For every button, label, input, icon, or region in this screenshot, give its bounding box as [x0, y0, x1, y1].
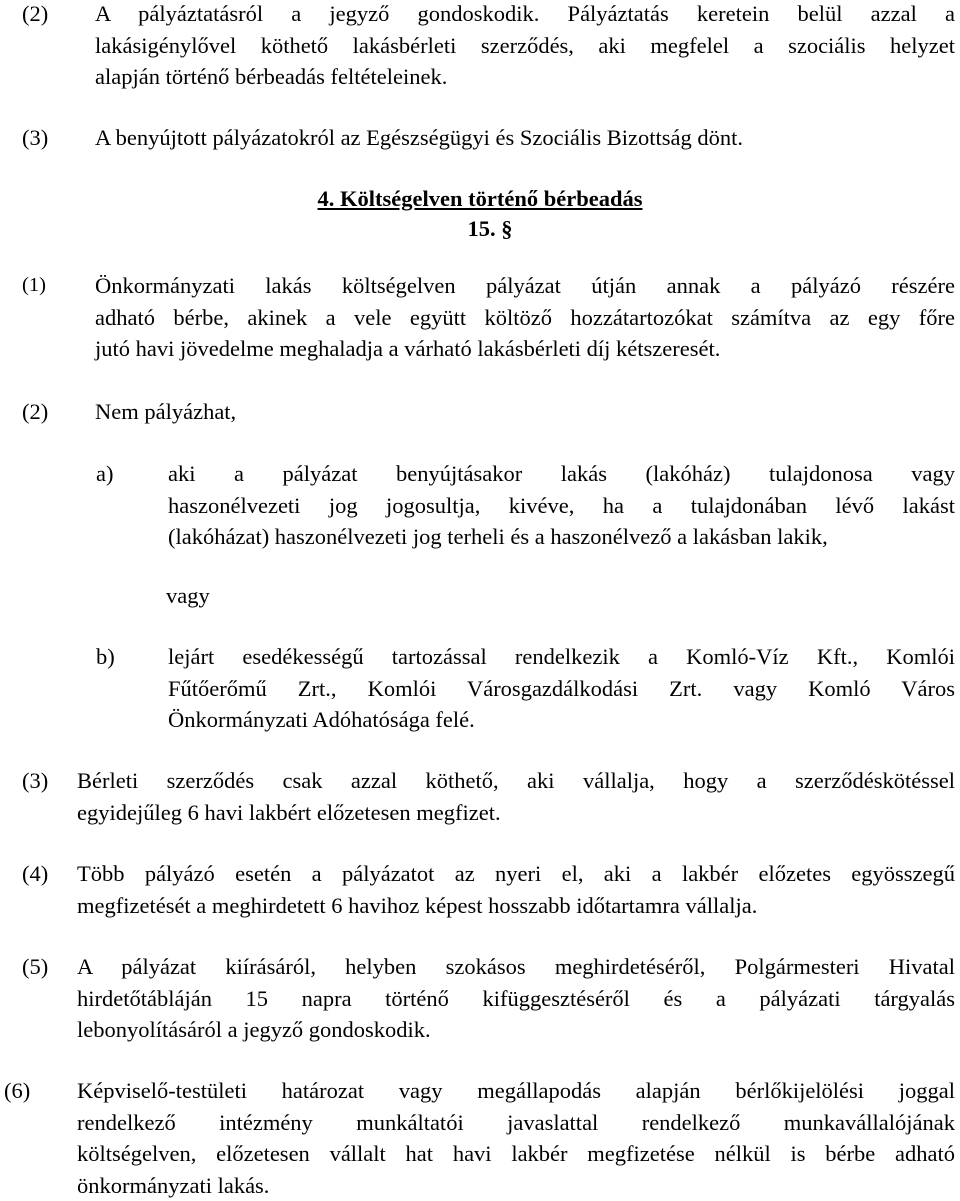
- text-line: hirdetőtábláján 15 napra történő kifüggesztéséről és a pályázati tárgyalás: [77, 983, 955, 1015]
- text-line: lakásigénylővel köthető lakásbérleti szerződés, aki megfelel a szociális helyzet: [95, 30, 955, 62]
- subitem-label: b): [96, 641, 115, 673]
- text-line: aki a pályázat benyújtásakor lakás (lakóház) tulajdonosa vagy: [168, 458, 955, 490]
- text-line: adható bérbe, akinek a vele együtt költöző hozzátartozókat számítva az egy főre: [95, 302, 955, 334]
- text-line: költségelven, előzetesen vállalt hat havi lakbér megfizetése nélkül is bérbe adható: [77, 1138, 955, 1170]
- section-paragraph-mark: 15. §: [10, 213, 960, 245]
- text-line: alapján történő bérbeadás feltételeinek.: [95, 61, 955, 93]
- paragraph-number: (1): [22, 270, 46, 302]
- text-line: A pályázat kiírásáról, helyben szokásos meghirdetéséről, Polgármesteri Hivatal: [77, 951, 955, 983]
- paragraph-number: (3): [22, 122, 48, 154]
- text-line: A benyújtott pályázatokról az Egészségügyi és Szociális Bizottság dönt.: [95, 122, 955, 154]
- text-line: (lakóházat) haszonélvezeti jog terheli és a haszonélvező a lakásban lakik,: [168, 521, 955, 553]
- text-line: Önkormányzati lakás költségelven pályázat útján annak a pályázó részére: [95, 270, 955, 302]
- text-line: lebonyolításáról a jegyző gondoskodik.: [77, 1014, 955, 1046]
- section-heading: 4. Költségelven történő bérbeadás: [0, 183, 960, 215]
- text-line: Bérleti szerződés csak azzal köthető, aki vállalja, hogy a szerződéskötéssel: [77, 765, 955, 797]
- paragraph-number: (2): [22, 396, 48, 428]
- paragraph-number: (3): [22, 765, 48, 797]
- subitem-label: a): [96, 458, 113, 490]
- paragraph-number: (5): [22, 951, 48, 983]
- text-line: megfizetését a meghirdetett 6 havihoz képest hosszabb időtartamra vállalja.: [77, 890, 955, 922]
- paragraph-number: (2): [22, 0, 48, 30]
- text-line: lejárt esedékességű tartozással rendelkezik a Komló-Víz Kft., Komlói: [168, 641, 955, 673]
- text-line: Fűtőerőmű Zrt., Komlói Városgazdálkodási Zrt. vagy Komló Város: [168, 673, 955, 705]
- text-line: jutó havi jövedelme meghaladja a várható lakásbérleti díj kétszeresét.: [95, 333, 955, 365]
- paragraph-number: (4): [22, 858, 48, 890]
- text-line: rendelkező intézmény munkáltatói javaslattal rendelkező munkavállalójának: [77, 1107, 955, 1139]
- text-line: Több pályázó esetén a pályázatot az nyeri el, aki a lakbér előzetes egyösszegű: [77, 858, 955, 890]
- text-line: haszonélvezeti jog jogosultja, kivéve, ha a tulajdonában lévő lakást: [168, 490, 955, 522]
- paragraph-number: (6): [4, 1075, 30, 1107]
- text-line: Önkormányzati Adóhatósága felé.: [168, 704, 955, 736]
- text-line: Nem pályázhat,: [95, 396, 955, 428]
- text-line: A pályáztatásról a jegyző gondoskodik. Pályáztatás keretein belül azzal a: [95, 0, 955, 30]
- text-line: Képviselő-testületi határozat vagy megállapodás alapján bérlőkijelölési joggal: [77, 1075, 955, 1107]
- connector-text: vagy: [166, 580, 210, 612]
- text-line: önkormányzati lakás.: [77, 1170, 955, 1201]
- text-line: egyidejűleg 6 havi lakbért előzetesen megfizet.: [77, 797, 955, 829]
